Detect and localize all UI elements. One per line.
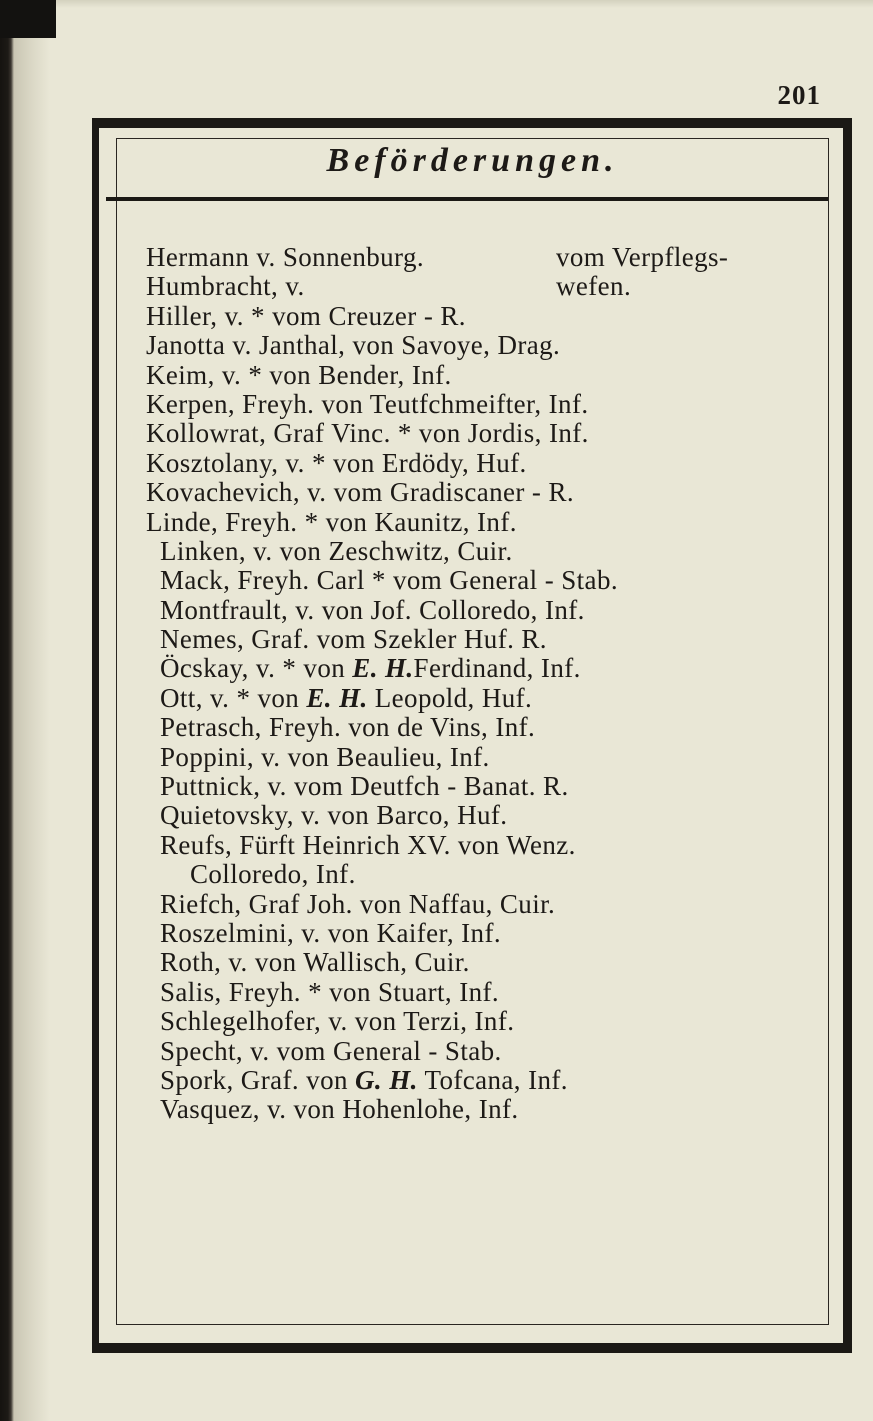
list-item: Vasquez, v. von Hohenlohe, Inf. (160, 1094, 519, 1125)
entry-italic: G. H. (355, 1064, 418, 1095)
entry-note: wefen. (556, 271, 632, 302)
list-item: Roszelmini, v. von Kaifer, Inf. (160, 917, 501, 948)
list-item: Colloredo, Inf. (190, 859, 356, 890)
list-item (146, 1066, 826, 1095)
list-item: Riefch, Graf Joh. von Naffau, Cuir. (160, 888, 556, 919)
page-number: 201 (777, 80, 821, 110)
list-item (146, 272, 826, 301)
list-item: Poppini, v. von Beaulieu, Inf. (160, 741, 490, 772)
heading-rule (106, 197, 828, 201)
list-item (146, 684, 826, 713)
entry-italic: E. H. (352, 653, 414, 684)
entry-text: Öcskay, v. * von (160, 653, 353, 684)
list-item: Reufs, Fürft Heinrich XV. von Wenz. (160, 829, 576, 860)
list-item: Mack, Freyh. Carl * vom General - Stab. (160, 565, 618, 596)
list-item: Linde, Freyh. * von Kaunitz, Inf. (146, 506, 517, 537)
entry-text: Tofcana, Inf. (417, 1064, 568, 1095)
entry-text: Hermann v. Sonnenburg. (146, 242, 425, 272)
list-item: Janotta v. Janthal, von Savoye, Drag. (146, 330, 561, 361)
spine-shadow (0, 0, 56, 38)
list-item: Roth, v. von Wallisch, Cuir. (160, 947, 470, 978)
list-item: Schlegelhofer, v. von Terzi, Inf. (160, 1006, 515, 1037)
entry-italic: E. H. (306, 682, 368, 713)
list-item: Kerpen, Freyh. von Teutfchmeifter, Inf. (146, 388, 589, 419)
list-item: Kosztolany, v. * von Erdödy, Huf. (146, 447, 527, 478)
entry-text: Spork, Graf. von (160, 1064, 356, 1095)
list-item (146, 654, 826, 683)
list-item: Puttnick, v. vom Deutfch - Banat. R. (160, 771, 569, 802)
list-item: Linken, v. von Zeschwitz, Cuir. (160, 535, 513, 566)
page-top-edge (0, 0, 873, 8)
list-item: Kollowrat, Graf Vinc. * von Jordis, Inf. (146, 418, 589, 449)
list-item: Keim, v. * von Bender, Inf. (146, 359, 452, 390)
list-item: Hiller, v. * vom Creuzer - R. (146, 300, 466, 331)
section-heading: Beförderungen. (326, 142, 619, 179)
list-item: Kovachevich, v. vom Gradiscaner - R. (146, 477, 575, 508)
book-spine-gutter (0, 0, 50, 1421)
list-item: Montfrault, v. von Jof. Colloredo, Inf. (160, 594, 585, 625)
list-item: Nemes, Graf. vom Szekler Huf. R. (160, 624, 547, 655)
list-item: Petrasch, Freyh. von de Vins, Inf. (160, 712, 536, 743)
entry-text: Ott, v. * von (160, 682, 307, 713)
entry-note: vom Verpflegs- (556, 242, 729, 272)
list-item: Salis, Freyh. * von Stuart, Inf. (160, 976, 500, 1007)
entry-text: Leopold, Huf. (367, 682, 533, 713)
list-item: Quietovsky, v. von Barco, Huf. (160, 800, 508, 831)
list-item (146, 243, 826, 272)
list-item: Specht, v. vom General - Stab. (160, 1035, 502, 1066)
promotion-list (146, 243, 826, 1125)
entry-text: Humbracht, v. (146, 271, 305, 302)
entry-text: Ferdinand, Inf. (413, 653, 581, 684)
